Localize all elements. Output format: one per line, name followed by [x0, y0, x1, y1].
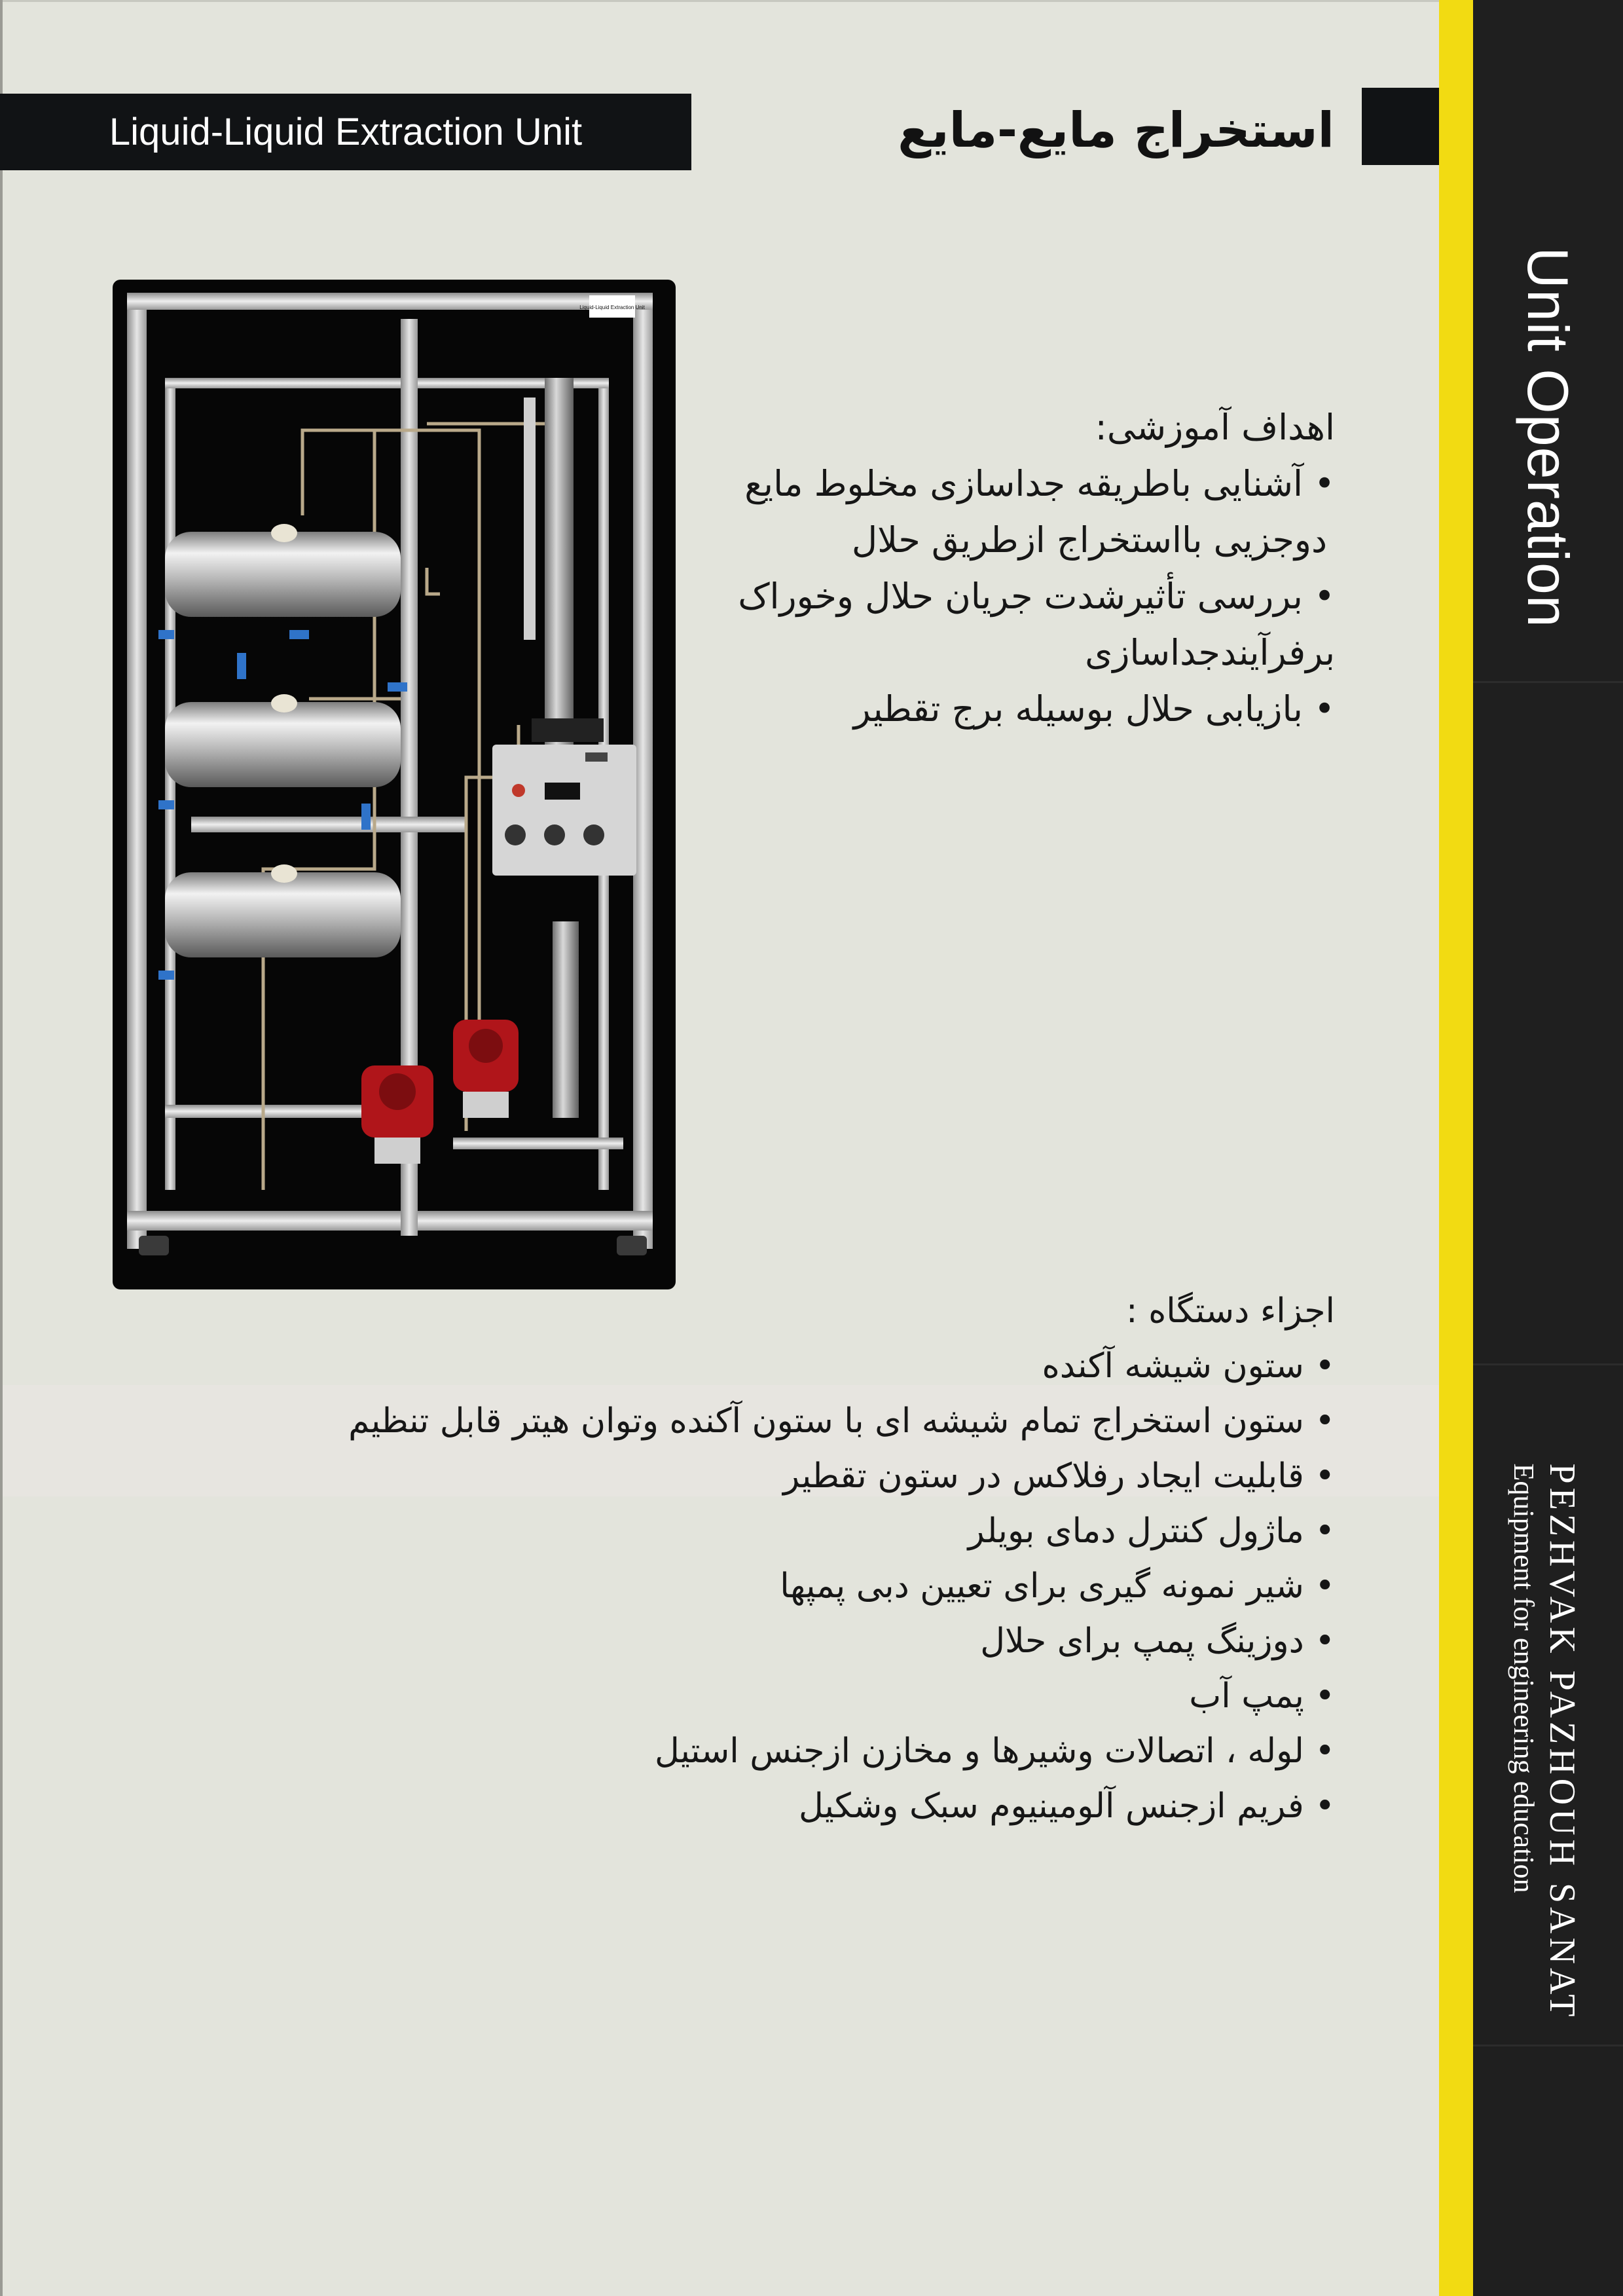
part-item: • ستون استخراج تمام شیشه ای با ستون آکنده وتوان هیتر قابل تنظیم: [91, 1394, 1335, 1449]
goal-item-continued: دوجزیی بااستخراج ازطریق حلال: [851, 519, 1327, 561]
brand-block: [1506, 1464, 1584, 2021]
goals-section: [484, 399, 1335, 737]
brand-tagline: Equipment for engineering education: [1508, 1463, 1540, 1893]
persian-title: استخراج مایع-مایع: [898, 102, 1334, 158]
part-item: • لوله ، اتصالات وشیرها و مخازن ازجنس استیل: [91, 1724, 1335, 1779]
parts-heading: اجزاء دستگاه :: [1126, 1291, 1335, 1331]
sidebar-divider: [1473, 1363, 1623, 1365]
storage-tanks: [165, 524, 401, 957]
goals-heading: اهداف آموزشی:: [1095, 407, 1335, 448]
part-item: • فریم ازجنس آلومینیوم سبک وشکیل: [91, 1779, 1335, 1834]
persian-title-marker: [1362, 88, 1439, 165]
sidebar-category-title: Unit Operation: [1516, 247, 1580, 628]
part-item: • پمپ آب: [91, 1669, 1335, 1724]
goal-item: • بازیابی حلال بوسیله برج تقطیر: [484, 681, 1335, 737]
parts-section: [91, 1284, 1335, 1834]
part-item: • ستون شیشه آکنده: [91, 1339, 1335, 1394]
goal-item: • آشنایی باطریقه جداسازی مخلوط مایع: [484, 456, 1335, 512]
english-title-bar: [0, 94, 691, 170]
english-title: Liquid-Liquid Extraction Unit: [109, 111, 583, 153]
part-item: • شیر نمونه گیری برای تعیین دبی پمپها: [91, 1559, 1335, 1614]
part-item: • قابلیت ایجاد رفلاکس در ستون تقطیر: [91, 1449, 1335, 1504]
sidebar-divider: [1473, 2045, 1623, 2046]
control-panel: [492, 745, 636, 876]
goal-item-continued: برفرآیندجداسازی: [1085, 632, 1335, 673]
photo-label-text: Liquid-Liquid Extraction Unit: [579, 305, 645, 310]
sidebar-divider: [1473, 681, 1623, 683]
goal-item: • بررسی تأثیرشدت جریان حلال وخوراک: [484, 568, 1335, 625]
page-left-edge: [0, 0, 3, 2296]
yellow-accent-stripe: [1439, 0, 1473, 2296]
part-item: • دوزینگ پمپ برای حلال: [91, 1614, 1335, 1669]
brand-name: PEZHVAK PAZHOUH SANAT: [1542, 1463, 1582, 2021]
part-item: • ماژول کنترل دمای بویلر: [91, 1504, 1335, 1559]
page-top-edge: [0, 0, 1623, 2]
